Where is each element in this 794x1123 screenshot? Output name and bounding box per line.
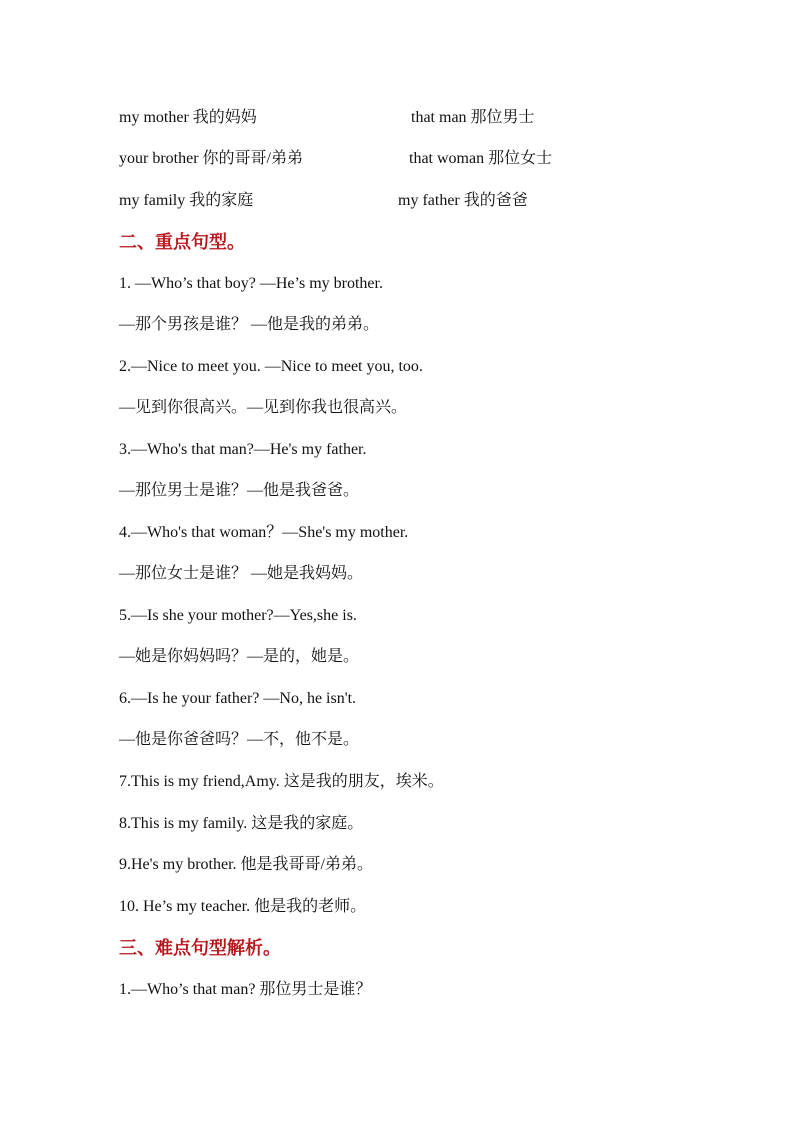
sentence-line: 8.This is my family. 这是我的家庭。 (119, 815, 364, 832)
vocab-right-2: that woman 那位女士 (409, 150, 553, 167)
sentence-line: —那位男士是谁？—他是我爸爸。 (119, 482, 360, 499)
sentence-line: —见到你很高兴。—见到你我也很高兴。 (119, 399, 408, 416)
sentence-line: 6.—Is he your father? —No, he isn't. (119, 690, 357, 707)
section-heading-key-sentences: 二、重点句型。 (119, 232, 245, 253)
sentence-line: 4.—Who's that woman？—She's my mother. (119, 524, 409, 541)
vocab-left-3: my family 我的家庭 (119, 192, 254, 209)
sentence-line: 7.This is my friend,Amy. 这是我的朋友，埃米。 (119, 773, 444, 790)
sentence-line: 10. He’s my teacher. 他是我的老师。 (119, 898, 367, 915)
section-heading-difficult-sentences: 三、难点句型解析。 (119, 938, 281, 959)
sentence-line: —那位女士是谁？ —她是我妈妈。 (119, 565, 364, 582)
sentence-line: —那个男孩是谁？ —他是我的弟弟。 (119, 316, 380, 333)
sentence-line: 2.—Nice to meet you. —Nice to meet you, too. (119, 358, 423, 375)
sentence-line: 9.He's my brother. 他是我哥哥/弟弟。 (119, 856, 373, 873)
sentence-line: —她是你妈妈吗？—是的，她是。 (119, 648, 360, 665)
difficult-sentence-line: 1.—Who’s that man? 那位男士是谁？ (119, 981, 372, 998)
sentence-line: 1. —Who’s that boy? —He’s my brother. (119, 275, 383, 292)
sentence-line: —他是你爸爸吗？—不，他不是。 (119, 731, 360, 748)
vocab-left-2: your brother 你的哥哥/弟弟 (119, 150, 303, 167)
sentence-line: 3.—Who's that man?—He's my father. (119, 441, 367, 458)
sentence-line: 5.—Is she your mother?—Yes,she is. (119, 607, 357, 624)
vocab-left-1: my mother 我的妈妈 (119, 109, 257, 126)
vocab-right-3: my father 我的爸爸 (398, 192, 528, 209)
vocab-right-1: that man 那位男士 (411, 109, 535, 126)
